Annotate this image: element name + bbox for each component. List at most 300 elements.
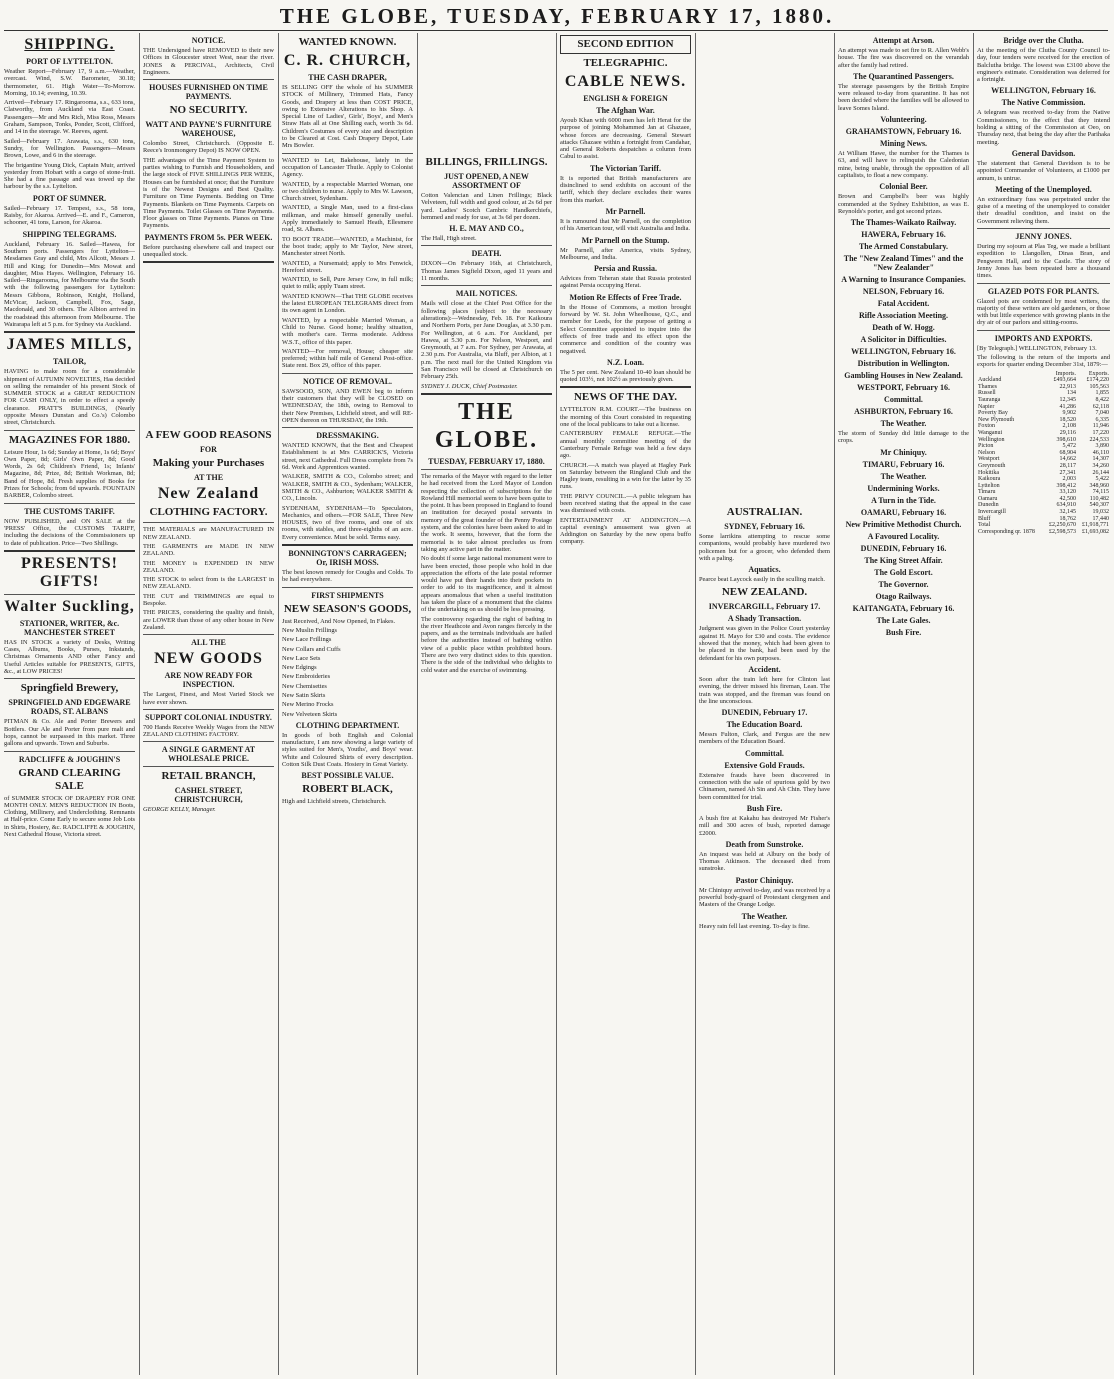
exports-cell: 11,946: [1092, 423, 1109, 430]
divider: [977, 283, 1110, 284]
cable-heading: CABLE NEWS.: [564, 73, 687, 90]
news-item: THE PRIVY COUNCIL.—A public telegram has been received stating that the appeal in the case was dismissed with costs.: [560, 492, 691, 515]
bonnington-heading: BONNINGTON'S CARRAGEEN; Or, IRISH MOSS.: [288, 549, 407, 568]
reason-item: THE STOCK to select from is the LARGEST in NEW ZEALAND.: [143, 576, 274, 591]
ashburton-dateline: ASHBURTON, February 16.: [854, 407, 953, 417]
reason-item: THE GARMENTS are MADE IN NEW ZEALAND.: [143, 542, 274, 558]
gales-heading: The Late Gales.: [876, 615, 931, 625]
divider: [4, 430, 135, 431]
port-heading: PORT OF LYTTELTON.: [26, 57, 113, 66]
imports-cell: 9,902: [1062, 410, 1076, 417]
divider: [143, 522, 274, 523]
exports-cell: 14,307: [1092, 456, 1109, 463]
hands-text: 700 Hands Receive Weekly Wages from the NEW ZEALAND CLOTHING FACTORY.: [143, 723, 274, 739]
table-row: [977, 437, 1110, 444]
exports-cell: 110,482: [1089, 495, 1109, 502]
sumner-heading: PORT OF SUMNER.: [32, 193, 107, 203]
english-heading: ENGLISH & FOREIGN: [583, 94, 668, 103]
shipping-note: The brigantine Young Dick, Captain Muir, arrived yesterday from Hobart with a cargo of stone-fruit. She had a fine passage and was towed up the harbour by the s.s. Lyttelton.: [4, 161, 135, 191]
best-value: BEST POSSIBLE VALUE.: [301, 771, 394, 781]
port-cell: Russell: [978, 390, 996, 397]
goods-item: New Merino Frocks: [282, 701, 334, 709]
quarantine-text: The steerage passengers by the British Empire were released to-day from quarantine. It has not been decided where the families will be allowed to leave Somes Island.: [838, 82, 969, 112]
exports-cell: 17,220: [1092, 429, 1109, 436]
reasons-line: Making your Purchases: [152, 457, 265, 470]
column-rule: [834, 33, 835, 1375]
exports-cell: 17,440: [1092, 515, 1109, 522]
table-row: [977, 529, 1110, 536]
masthead-rule: [4, 30, 1108, 31]
exports-cell: 19,032: [1092, 509, 1109, 516]
spacer: [699, 33, 830, 503]
pastor-heading: Pastor Chiniquy.: [735, 875, 794, 885]
globe-date: TUESDAY, FEBRUARY 17, 1880.: [428, 456, 545, 466]
ad-title: MAGAZINES FOR 1880.: [8, 433, 131, 446]
exports-cell: £1,693,082: [1082, 528, 1109, 535]
port-cell: Napier: [978, 403, 995, 410]
ad-sub: SPRINGFIELD AND EDGEWARE ROADS, ST. ALBANS: [8, 698, 131, 717]
fire-text: A bush fire at Kakahu has destroyed Mr Fisher's mill and 300 acres of bush, reported damage £2000.: [699, 814, 830, 837]
wanted-item: WANTED—For removal, House; cheaper site preferred; within half mile of General Post-office. State rent. Box 29, office of this paper.: [282, 347, 413, 370]
table-row: [977, 522, 1110, 529]
divider: [282, 587, 413, 588]
column-rule: [278, 33, 279, 1375]
imports-cell: 41,286: [1059, 403, 1076, 410]
table-header-cell: Exports.: [1088, 370, 1109, 377]
retail-address: CASHEL STREET, CHRISTCHURCH,: [174, 786, 243, 805]
ad-text: HAS IN STOCK a variety of Desks, Writing Cases, Albums, Books, Purses, Inkstands, Christmas Ornaments AND other Fancy and Useful Articles suitable for PRESENTS, GIFTS, &c., at LOW PRICES!: [4, 638, 135, 676]
imports-cell: 42,500: [1059, 495, 1076, 502]
general-text: The statement that General Davidson is to be appointed Commander of Volunteers, at £1000 per annum, is untrue.: [977, 159, 1110, 182]
telegraphic-heading: TELEGRAPHIC.: [583, 57, 668, 69]
removal-heading: NOTICE OF REMOVAL.: [302, 376, 393, 386]
news-item: CANTERBURY FEMALE REFUGE.—The annual monthly committee meeting of the Canterbury Female Refuge was held a few days ago.: [560, 430, 691, 460]
black-address: High and Lichfield streets, Christchurch.: [282, 798, 387, 806]
goods-item: New Lace Sets: [282, 654, 321, 662]
port-cell: Westport: [978, 456, 1000, 463]
wanted-item: TO BOOT TRADE—WANTED, a Machinist, for the boot trade; apply to Mr Taylor, New street, Manchester street North.: [282, 235, 413, 258]
primitive-heading: New Primitive Methodist Church.: [845, 519, 962, 529]
exports-cell: 348,960: [1089, 482, 1109, 489]
divider: [560, 386, 691, 388]
table-header-cell: Imports.: [1055, 370, 1076, 377]
wellington-dateline: WELLINGTON, February 16.: [851, 347, 956, 357]
telegrams-text: Auckland, February 16. Sailed—Hawea, for Southern ports. Passengers for Lyttelton—Mesdames Gray and child, Mrs Allcott, Messrs J. Hill and King; for Dunedin—Mrs Mowat and daughter, Miss Hayes. Wellington, February 16. Sailed—Ringarooma, for Melbourne via the South with the following passengers for Lyttelton: Messrs Gibbons, Robinson, Knight, Holland, McVicar, Jackson, Campbell, Fox, Sage, Macdonald, and 30 others. The Albion arrived in the roadstead this afternoon from Melbourne. The Wairarapa left at 5 p.m. for Sydney via Auckland.: [4, 240, 135, 328]
goods-item: New Edgings: [282, 664, 317, 672]
church-heading: C. R. CHURCH,: [283, 52, 412, 69]
globe-title: THE GLOBE.: [434, 398, 539, 453]
australian-text: Some larrikins attempting to rescue some companions, would probably have murdered two policemen but for a grocer, who defended them with a paling.: [699, 533, 830, 562]
imports-table: [977, 371, 1110, 536]
port-cell: Poverty Bay: [978, 410, 1008, 417]
imports-cell: 134: [1066, 390, 1076, 397]
port-cell: Wellington: [978, 436, 1005, 443]
editorial-paragraph: No doubt if some large national monument were to have been erected, those people who hold in due appreciation the efforts of the late postal reformer would have put their hands into their pockets in order to add to its magnificence, and it almost appears anomalous that when a useful institution has taken the place of a monument that the claims of the undertaking on us should be less pressing.: [421, 555, 552, 614]
times-heading: The "New Zealand Times" and the "New Zealander": [843, 254, 964, 273]
exports-cell: £174,220: [1086, 377, 1109, 384]
table-row: [977, 450, 1110, 457]
news-item: LYTTELTON R.M. COURT.—The business on the morning of this Court consisted in requesting one of the local publicans to take out a license.: [560, 406, 691, 429]
divider: [143, 79, 274, 80]
port-cell: Total: [978, 522, 991, 529]
bridge-text: At the meeting of the Clutha County Council to-day, four tenders were received for the erection of Balclutha bridge. The lowest was £3100 above the engineer's estimate. Consideration was deferred for a fortnight.: [977, 47, 1110, 84]
unemployed-heading: Meeting of the Unemployed.: [995, 184, 1092, 194]
persia-heading: Persia and Russia.: [594, 264, 657, 274]
ad-text: Leisure Hour, 1s 6d; Sunday at Home, 1s 6d; Boys' Own Paper, 8d; Girls' Own Paper, 8d; Good Words, 2s 6d; Children's Friend, 1s; Infants' Magazine, 8d; Prize, 8d; British Workman, 8d; Band of Hope, 8d. Fresh supplies of Books for Prizes for Schools; from 6d upwards. FOUNTAIN BARBER, Colombo street.: [4, 448, 135, 500]
divider: [143, 741, 274, 742]
port-cell: Greymouth: [978, 462, 1006, 469]
arson-text: An attempt was made to set fire to R. Allen Webb's house. The fire was discovered on the verandah after the family had retired.: [838, 47, 969, 69]
ad-title: Springfield Brewery,: [20, 682, 119, 695]
masthead-title: THE GLOBE, TUESDAY, FEBRUARY 17, 1880.: [279, 4, 835, 28]
wanted-item: WANTED, by a respectable Married Woman, one or two children to nurse. Apply to Mrs W. Lawson, Church street, Sydenham.: [282, 180, 413, 203]
column-8: [977, 33, 1110, 1375]
table-row: [977, 496, 1110, 503]
wanted-item: WANTED, a Single Man, used to a first-class milkman, and make himself generally useful. Apply immediately to Samuel Heath, Ellesmere road, St. Albans.: [282, 204, 413, 234]
dunedin-dateline: DUNEDIN, February 17.: [721, 708, 808, 718]
stump-text: Mr Parnell, after America, visits Sydney, Melbourne, and India.: [560, 246, 691, 261]
assortment-heading: JUST OPENED, A NEW ASSORTMENT OF: [444, 172, 529, 190]
armed-heading: The Armed Constabulary.: [858, 242, 949, 252]
reason-item: THE PRICES, considering the quality and finish, are LOWER than those of any other house in New Zealand.: [143, 609, 274, 631]
port-cell: Nelson: [978, 449, 995, 456]
imports-cell: 33,120: [1059, 489, 1076, 496]
imports-cell: 28,117: [1059, 462, 1076, 469]
sunstroke-heading: Death from Sunstroke.: [725, 839, 804, 849]
postmaster: SYDNEY J. DUCK, Chief Postmaster.: [421, 382, 518, 390]
exports-cell: 46,110: [1092, 449, 1109, 456]
column-rule: [139, 33, 140, 1375]
imports-cell: 27,341: [1059, 469, 1076, 476]
aquatics-text: Pearce beat Laycock easily in the sculling match.: [699, 576, 825, 584]
committal-heading: Committal.: [884, 395, 923, 405]
retail-heading: RETAIL BRANCH,: [161, 770, 256, 783]
weather-text: Heavy rain fell last evening. To-day is fine.: [699, 922, 810, 930]
table-row: [977, 456, 1110, 463]
notice-text: THE Undersigned have REMOVED to their new Offices in Gloucester street West, near the river. JONES & PERCIVAL, Architects, Civil Engineers.: [143, 47, 274, 76]
afghan-heading: The Afghan War.: [596, 106, 655, 115]
column-3: [282, 33, 413, 1375]
imports-cell: 398,412: [1056, 482, 1076, 489]
kaitangata-dateline: KAITANGATA, February 16.: [852, 603, 955, 613]
divider: [143, 634, 274, 635]
imports-cell: 18,520: [1059, 416, 1076, 423]
otago-heading: Otago Railways.: [875, 591, 932, 601]
divider: [4, 751, 135, 752]
imports-cell: £2,250,670: [1048, 522, 1076, 529]
wanted-heading: WANTED KNOWN.: [298, 36, 397, 48]
gold-heading: Extensive Gold Frauds.: [724, 760, 805, 770]
oamaru-dateline: OAMARU, February 16.: [860, 507, 947, 517]
nz-heading: NEW ZEALAND.: [721, 586, 808, 599]
mining-heading: Mining News.: [879, 139, 928, 149]
wanted-item: WANTED KNOWN—That THE GLOBE receives the latest EUROPEAN TELEGRAMS direct from its own agent in London.: [282, 292, 413, 315]
exports-cell: 26,144: [1092, 469, 1109, 476]
wanted-item: WANTED to Let, Bakehouse, lately in the occupation of Lancaster Thuile. Apply to Colonist Agency.: [282, 156, 413, 179]
may-address: The Hall, High street.: [421, 235, 477, 243]
table-row: [977, 423, 1110, 430]
divider: [4, 550, 135, 552]
hawera-dateline: HAWERA, February 16.: [861, 230, 946, 240]
divider: [4, 331, 135, 333]
thames-heading: The Thames-Waikato Railway.: [850, 218, 957, 228]
escort-heading: The Gold Escort.: [874, 567, 933, 577]
exports-cell: 224,533: [1089, 436, 1109, 443]
persia-text: Advices from Teheran state that Russia protested against Persia occupying Herat.: [560, 275, 691, 290]
reason-item: THE MATERIALS are MANUFACTURED IN NEW ZEALAND.: [143, 526, 274, 541]
shady-heading: A Shady Transaction.: [727, 614, 802, 624]
table-row: [977, 516, 1110, 523]
beer-heading: Colonial Beer.: [879, 182, 928, 192]
assortment-text: Cotton Valencian and Linen Frillings; Black Velveteen, full width and good colour, at 2s 6d per yard. Ladies' Scotch Cambric Handkerchiefs, hemmed and ready for use, at 3s 6d per dozen.: [421, 192, 552, 221]
timaru-dateline: TIMARU, February 16.: [862, 459, 945, 469]
hogg-heading: Death of W. Hogg.: [872, 323, 935, 333]
imports-table-body: [977, 377, 1110, 535]
distribution-heading: Distribution in Wellington.: [857, 359, 950, 369]
divider: [282, 373, 413, 374]
table-row: [977, 502, 1110, 509]
edition-heading: SECOND EDITION: [560, 35, 691, 54]
new-goods: NEW GOODS: [154, 650, 263, 668]
mining-text: At William Hawe, the number for the Thames is 63, and will have to relinquish the Caledonian mine, being unable, through the opposition of all capitalists, to float a new company.: [838, 150, 969, 179]
committal-heading: Committal.: [745, 748, 784, 758]
native-text: A telegram was received to-day from the Native Commissioners, to the effect that they intend holding a sitting of the Commission at Oeo, on Thursday next, that being the day after the Parihaka meeting.: [977, 109, 1110, 146]
masthead: [0, 0, 1114, 30]
ad-text: PITMAN & Co. Ale and Porter Brewers and Bottlers. Our Ale and Porter from pure malt and hops, cannot be surpassed in this market. Three gallons and upwards. Town and Suburbs.: [4, 718, 135, 748]
fire-heading: Bush Fire.: [746, 803, 783, 813]
exports-cell: 74,115: [1092, 489, 1109, 496]
divider: [282, 427, 413, 428]
new-goods-text: The Largest, Finest, and Most Varied Stock we have ever shown.: [143, 691, 274, 706]
port-cell: Foxton: [978, 423, 996, 430]
table-row: [977, 470, 1110, 477]
imports-cell: 68,904: [1059, 449, 1076, 456]
column-2: [143, 33, 274, 1375]
sumner-text: Sailed—February 17. Tempest, s.s., 58 tons, Raisby, for Akaroa. Arrived—E. and F., Cameron, schooner, 41 tons, Larson, for Akaroa.: [4, 204, 135, 227]
exports-cell: 8,422: [1095, 396, 1109, 403]
table-row: [977, 377, 1110, 384]
port-cell: Picton: [978, 443, 994, 450]
all-the: ALL THE: [191, 638, 226, 648]
reasons-line: New Zealand: [157, 485, 260, 503]
port-cell: Auckland: [978, 377, 1002, 384]
imports-cell: 12,345: [1059, 396, 1076, 403]
tariff-text: It is reported that British manufacturers are disinclined to send exhibits on account of the tariff, which they declare excludes their wares from this market.: [560, 174, 691, 204]
new-goods-sub: ARE NOW READY FOR INSPECTION.: [164, 671, 253, 690]
shady-text: Judgment was given in the Police Court yesterday against H. Mayo for £30 and costs. The evidence showed that the money, which had been given to be placed in the bank, had been used by the defendant for his own purposes.: [699, 625, 830, 662]
exports-cell: 3,890: [1095, 443, 1109, 450]
port-cell: Lyttelton: [978, 482, 1000, 489]
sailed-text: Sailed—February 17. Arawata, s.s., 630 tons, Sundry, for Wellington. Passengers—Messrs Brown, Lowe, and 6 in the steerage.: [4, 137, 135, 160]
quarantine-heading: The Quarantined Passengers.: [853, 71, 954, 81]
imports-cell: £493,664: [1053, 377, 1076, 384]
ad-title: PRESENTS! GIFTS!: [20, 554, 119, 590]
table-row: [977, 483, 1110, 490]
telegrams-heading: SHIPPING TELEGRAMS.: [22, 229, 117, 239]
accident-text: Soon after the train left here for Clinton last evening, the driver missed his fireman, Lean. The train was stopped, and the fireman was found on the line unconscious.: [699, 675, 830, 705]
mail-text: Mails will close at the Chief Post Office for the following places (subject to the necessary alterations):—Wednesday, Feb. 18. For Kaikoura and Northern Ports, per Jane Douglas, at 3.30 p.m. For Wellington, at 6 a.m. For Auckland, per Hawea, at 5.30 p.m. For Nelson, Westport, and Greymouth, at 7 a.m. For Sydney, per Arawata, at 2.30 p.m. For Australia, via Bluff, per Albion, at 1 p.m. The next mail for the United Kingdom via San Francisco will be closed at Christchurch on February 25th.: [421, 300, 552, 381]
divider: [421, 393, 552, 395]
clothing-heading: CLOTHING DEPARTMENT.: [295, 720, 400, 730]
may-heading: H. E. MAY AND CO.,: [449, 224, 524, 234]
nelson-dateline: NELSON, February 16.: [862, 287, 945, 297]
ad-sub: RADCLIFFE & JOUGHIN'S: [18, 754, 121, 764]
ad-sub: STATIONER, WRITER, &c. MANCHESTER STREET: [19, 618, 120, 637]
education-heading: The Education Board.: [726, 720, 803, 730]
port-cell: New Plymouth: [978, 416, 1015, 423]
divider: [282, 153, 413, 154]
arrived-text: Arrived—February 17. Ringarooma, s.s., 633 tons, Clatworthy, from Auckland via East Coast. Passengers—Mr and Mrs Rich, Miss Ross, Messrs Graham, Sampson, Tonks, Ponder, Scott, Clifford, and 14 in the steerage. W. Reeves, agent.: [4, 99, 135, 136]
port-cell: Timaru: [978, 489, 996, 496]
ad-title: Walter Suckling,: [4, 597, 135, 615]
motion-text: In the House of Commons, a motion brought forward by W. St. John Wheelhouse, Q.C., and member for Leeds, for the purpose of getting a Select Committee appointed to inquire into the effects of free trade and its effect upon the commerce and condition of the country was negatived.: [560, 303, 691, 355]
single-heading: A SINGLE GARMENT AT WHOLESALE PRICE.: [161, 745, 256, 764]
ad-sub: TAILOR,: [53, 357, 86, 367]
table-row: [977, 489, 1110, 496]
warning-heading: A Warning to Insurance Companies.: [841, 275, 966, 285]
divider: [977, 330, 1110, 331]
divider: [143, 766, 274, 767]
column-rule: [695, 33, 696, 1375]
table-header-cell: [977, 371, 1044, 378]
afghan-text: Ayoub Khan with 6000 men has left Herat for the purpose of joining Mohammed Jan at Ghazaee, whose forces are decreasing. General Stewart attacks Ghazaee within a fortnight from Candahar, and General Roberts despatches a column from Cabul to assist.: [560, 117, 691, 161]
port-cell: Wanganui: [978, 429, 1003, 436]
divider: [421, 245, 552, 246]
divider: [143, 709, 274, 710]
dunedin-dateline: DUNEDIN, February 16.: [860, 543, 947, 553]
column-rule: [417, 33, 418, 1375]
table-header-row: [977, 371, 1110, 378]
fatal-heading: Fatal Accident.: [877, 299, 930, 309]
column-1: [4, 33, 135, 1375]
gold-text: Extensive frauds have been discovered in connection with the sale of spurious gold by two Chinamen, named Ah Sin and Ah Chin. They have been committed for trial.: [699, 771, 830, 801]
black-heading: ROBERT BLACK,: [302, 783, 393, 796]
port-cell: Invercargill: [978, 509, 1006, 516]
table-row: [977, 417, 1110, 424]
shipping-heading: SHIPPING.: [24, 36, 115, 53]
table-row: [977, 397, 1110, 404]
chiniquy-heading: Mr Chiniquy.: [880, 447, 927, 457]
wanted-item: WANTED, to Sell, Pure Jersey Cow, in full milk; quiet to milk; apply Tuam street.: [282, 276, 413, 291]
ad-text: HAVING to make room for a considerable shipment of AUTUMN NOVELTIES, Has decided on selling the remainder of his present Stock of SUMMER STOCK at a GREAT REDUCTION FOR CASH ONLY, in order to effect a speedy clearance. PRATT'S BUILDINGS, (Nearly opposite Messrs Dunstan and Co.'s) Colombo street, Christchurch.: [4, 368, 135, 427]
column-rule: [973, 33, 974, 1375]
column-5: [560, 33, 691, 1375]
wanted-item: WANTED, by a respectable Married Woman, a Child to Nurse. Good home; healthy situation, with mother's care. Terms moderate. Address W.S.T., office of this paper.: [282, 316, 413, 346]
houses-heading: HOUSES FURNISHED ON TIME PAYMENTS.: [149, 83, 268, 102]
port-cell: Corresponding qr. 1878: [978, 528, 1035, 535]
port-cell: Dunedin: [978, 502, 999, 509]
tide-heading: A Turn in the Tide.: [871, 495, 936, 505]
news-heading: NEWS OF THE DAY.: [573, 391, 678, 404]
exports-cell: £1,918,771: [1082, 522, 1109, 529]
divider: [421, 285, 552, 286]
reasons-line: A FEW GOOD REASONS: [145, 429, 272, 442]
notice-heading: NOTICE.: [191, 36, 226, 45]
beer-text: Brown and Campbell's beer was highly commended at the Sydney Exhibition, as was E. Reynolds's porter, and got second prizes.: [838, 193, 969, 215]
graham-dateline: GRAHAMSTOWN, February 16.: [845, 127, 962, 137]
loan-text: The 5 per cent. New Zealand 10-40 loan should be quoted 103½, not 102½ as previously given.: [560, 368, 691, 384]
goods-item: New Lace Frillings: [282, 636, 332, 644]
jenny-heading: JENNY JONES.: [1015, 232, 1072, 242]
motion-heading: Motion Re Effects of Free Trade.: [569, 292, 682, 302]
bonnington-text: The best known remedy for Coughs and Colds. To be had everywhere.: [282, 569, 413, 584]
imports-heading: IMPORTS AND EXPORTS.: [994, 333, 1093, 343]
table-row: [977, 443, 1110, 450]
clothing-text: In goods of both English and Colonial manufacture, I am now showing a large variety of styles suited for Men's, Youths', and Boys' wear. White and Coloured Shirts of every description. Cotton Silk Dust Coats. Hosiery in Great Variety.: [282, 731, 413, 769]
shipments-heading: FIRST SHIPMENTS: [311, 590, 384, 600]
death-heading: DEATH.: [471, 249, 502, 259]
divider: [421, 469, 552, 470]
imports-cell: 18,762: [1059, 515, 1076, 522]
frillings-heading: BILLINGS, FRILLINGS.: [425, 156, 548, 168]
table-row: [977, 384, 1110, 391]
general-heading: General Davidson.: [1011, 148, 1076, 158]
imports-text: The following is the return of the imports and exports for quarter ending December 31st, 1879:—: [977, 354, 1110, 369]
tariff-heading: The Victorian Tariff.: [590, 163, 661, 173]
parnell-text: It is rumoured that Mr Parnell, on the completion of his American tour, will visit Australia and India.: [560, 217, 691, 233]
native-heading: The Native Commission.: [1001, 98, 1086, 108]
goods-item: New Embroideries: [282, 673, 331, 681]
westport-dateline: WESTPORT, February 16.: [857, 383, 950, 393]
editorial-paragraph: The remarks of the Mayor with regard to the letter he had received from the Lord Mayor of London respecting the collection of subscriptions for the Rowland Hill memorial seem to have been quite to the point. It has been proposed in England to found an institution for decayed postal servants in memory of the great founder of the Penny Postage system, and the colonies have been asked to aid in the work. It seems, however, that the form the memorial is to take almost precludes us from taking any active part in the matter.: [421, 472, 552, 553]
imports-cell: 398,610: [1056, 436, 1076, 443]
exports-cell: 5,422: [1095, 476, 1109, 483]
support-heading: SUPPORT COLONIAL INDUSTRY.: [145, 712, 272, 722]
port-cell: Bluff: [978, 515, 991, 522]
gambling-heading: Gambling Houses in New Zealand.: [844, 371, 963, 381]
sydenham-text: SYDENHAM, SYDENHAM—To Speculators, Mechanics, and others.—FOR SALE, Three New HOUSES, two of five rooms, and one of six rooms, with stables, and three-eighths of an acre. Every convenience. Must be sold. Terms easy.: [282, 504, 413, 541]
weather-heading: The Weather.: [880, 419, 927, 429]
education-text: Messrs Fulton, Clark, and Fergus are the new members of the Education Board.: [699, 731, 830, 746]
divider: [282, 544, 413, 546]
watt-sub: Colombo Street, Christchurch. (Opposite E. Reece's Ironmongery Depot) IS NOW OPEN.: [143, 140, 274, 155]
table-row: [977, 410, 1110, 417]
imports-cell: 22,913: [1059, 383, 1076, 390]
dress-text: WANTED KNOWN, that the Best and Cheapest Establishment is at Mrs CARRICK'S, Victoria street, next Cathedral. Full Dress complete from 7s 6d. Work and Apprentices wanted.: [282, 442, 413, 472]
exports-cell: 62,118: [1092, 403, 1109, 410]
arson-heading: Attempt at Arson.: [872, 36, 935, 45]
divider: [4, 594, 135, 595]
death-text: DIXON—On February 16th, at Christchurch, Thomas James Sigfield Dixon, aged 11 years and 11 months.: [421, 260, 552, 283]
ad-title: GRAND CLEARING SALE: [18, 766, 121, 792]
port-cell: Thames: [978, 383, 997, 390]
table-row: [977, 404, 1110, 411]
weather-heading: The Weather.: [880, 471, 927, 481]
payments-heading: PAYMENTS FROM 5s. PER WEEK.: [144, 232, 273, 242]
imports-cell: 2,003: [1062, 476, 1076, 483]
imports-cell: £2,598,573: [1048, 528, 1076, 535]
dress-heading: DRESSMAKING.: [316, 431, 379, 441]
column-6: [699, 33, 830, 1375]
port-cell: Tauranga: [978, 396, 1001, 403]
retail-manager: GEORGE KELLY, Manager.: [143, 806, 216, 814]
divider: [143, 261, 274, 263]
reason-item: THE MONEY is EXPENDED IN NEW ZEALAND.: [143, 559, 274, 574]
weather-text: The storm of Sunday did little damage to the crops.: [838, 430, 969, 445]
glazed-heading: GLAZED POTS FOR PLANTS.: [987, 286, 1100, 296]
goods-item: New Collars and Cuffs: [282, 645, 341, 653]
jenny-text: During my sojourn at Plas Teg, we made a brilliant expedition to Llangollen, Dinas Bran, and Pengwern Hall, and to the Castle. The story of Jenny Jones has been repeated here a thousand times.: [977, 243, 1110, 280]
ad-title: THE CUSTOMS TARIFF.: [24, 506, 115, 516]
spacer: [143, 266, 274, 426]
spacer: [421, 33, 552, 153]
solicitor-heading: A Solicitor in Difficulties.: [860, 335, 947, 345]
parnell-heading: Mr Parnell.: [605, 206, 646, 216]
ad-text: NOW PUBLISHED, and ON SALE at the 'PRESS' Office, the CUSTOMS TARIFF, including the decisions of the Commissioners up to date of publication. Price—Two Shillings.: [4, 517, 135, 547]
goods-item: New Satin Skirts: [282, 692, 326, 699]
imports-cell: 2,108: [1062, 423, 1076, 430]
column-7: [838, 33, 969, 1375]
